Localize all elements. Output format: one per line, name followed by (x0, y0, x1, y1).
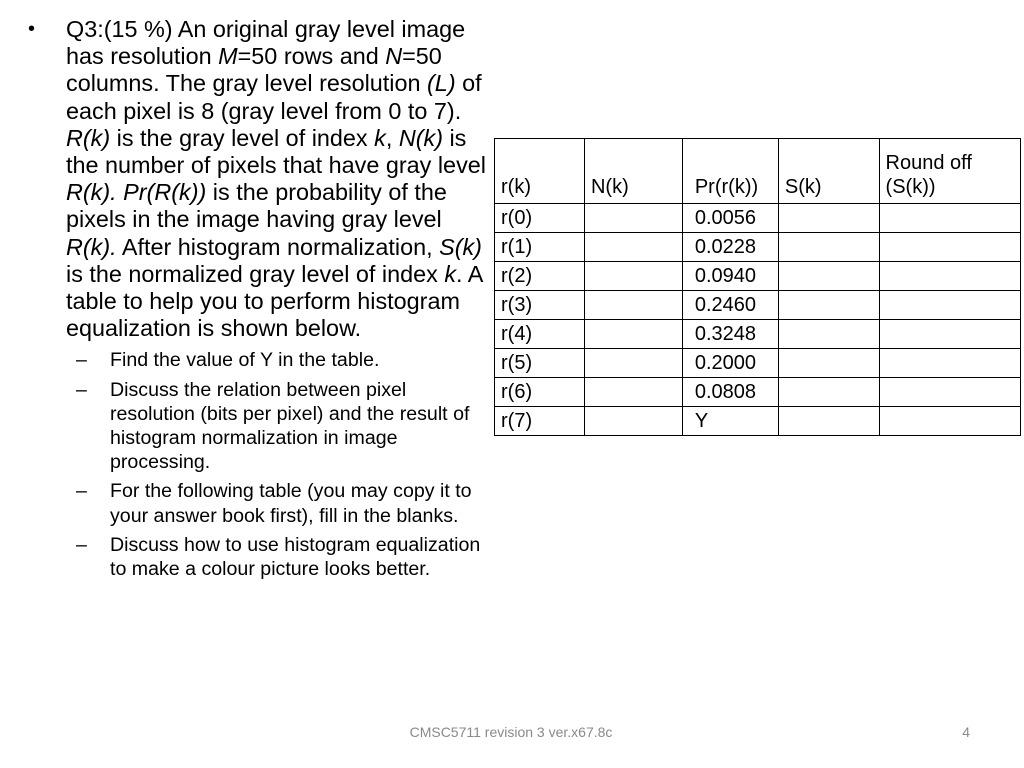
table-cell (778, 378, 879, 407)
italic-term: (L) (427, 70, 456, 97)
text-segment: After histogram normalization, (116, 233, 440, 260)
text-segment: is the probability of the pixels in the image having gray level (66, 179, 447, 233)
table-cell: 0.0228 (682, 233, 778, 262)
table-cell (584, 262, 682, 291)
table-cell (584, 233, 682, 262)
sub-question-text: Discuss the relation between pixel resolution (bits per pixel) and the result of histogram normalization in image processing. (110, 378, 470, 474)
italic-term: S(k) (439, 233, 482, 260)
table-cell: r(6) (495, 378, 585, 407)
table-cell: 0.0940 (682, 262, 778, 291)
table-row (495, 320, 1021, 349)
italic-term: N (385, 43, 403, 70)
sub-question-text: For the following table (you may copy it to your answer book first), fill in the blanks. (110, 480, 472, 527)
table-cell (778, 262, 879, 291)
italic-term: Pr(R(k)) (123, 179, 207, 206)
text-segment: is the gray level of index (110, 124, 375, 151)
italic-term: k (444, 260, 457, 287)
italic-term: R(k) (66, 124, 111, 151)
table-cell (584, 291, 682, 320)
table-cell: 0.0056 (682, 204, 778, 233)
sub-question-list (28, 348, 488, 581)
text-segment: is the number of pixels that have gray level (66, 124, 486, 179)
table-header-cell: Round off (S(k)) (879, 139, 1020, 204)
table-cell (584, 204, 682, 233)
table-row (495, 233, 1021, 262)
dash-bullet-icon: – (76, 349, 87, 372)
table-cell: 0.0808 (682, 378, 778, 407)
table-cell: 0.3248 (682, 320, 778, 349)
sub-question-text: Discuss how to use histogram equalization to make a colour picture looks better. (110, 533, 481, 581)
table-header-cell: S(k) (778, 139, 879, 204)
dash-bullet-icon: – (76, 533, 87, 556)
table-row (495, 378, 1021, 407)
histogram-table (494, 138, 1021, 436)
table-row (495, 349, 1021, 378)
question-text (28, 16, 488, 342)
table-cell (584, 378, 682, 407)
table-cell (778, 320, 879, 349)
italic-term: R(k). (66, 179, 117, 206)
italic-term: N(k) (398, 124, 443, 151)
table-cell (778, 349, 879, 378)
table-cell (879, 320, 1020, 349)
footer-text: CMSC5711 revision 3 ver.x67.8c (409, 724, 613, 740)
question-block (28, 16, 488, 586)
table-cell (778, 204, 879, 233)
table-row (495, 204, 1021, 233)
table-row (495, 291, 1021, 320)
bullet-icon: • (28, 18, 36, 40)
text-segment: . A table to help you to perform histogram equalization is shown below. (66, 260, 483, 342)
italic-term: M (218, 43, 238, 70)
text-segment: =50 columns. The gray level resolution (66, 43, 442, 97)
table-cell (778, 407, 879, 436)
sub-question-text: Find the value of Y in the table. (110, 349, 380, 372)
table-cell: r(5) (495, 349, 585, 378)
text-segment: Q3:(15 %) An original gray level image has resolution (66, 16, 466, 70)
table-cell: Y (682, 407, 778, 436)
sub-question-item (76, 479, 488, 527)
table-cell (879, 204, 1020, 233)
table-cell (879, 407, 1020, 436)
table-cell (584, 320, 682, 349)
text-segment: , (385, 124, 399, 151)
table-cell (879, 349, 1020, 378)
table-header-cell: r(k) (495, 139, 585, 204)
italic-term: R(k). (66, 233, 117, 260)
dash-bullet-icon: – (76, 378, 87, 401)
table-row (495, 407, 1021, 436)
text-segment: =50 rows and (237, 43, 386, 70)
table-cell (778, 233, 879, 262)
table-cell: 0.2460 (682, 291, 778, 320)
table-header-cell: Pr(r(k)) (682, 139, 778, 204)
sub-question-item (76, 533, 488, 581)
table-cell (879, 233, 1020, 262)
table-cell (584, 349, 682, 378)
page-number: 4 (962, 724, 970, 740)
italic-term: k (374, 124, 386, 151)
dash-bullet-icon: – (76, 480, 87, 503)
table-cell: r(3) (495, 291, 585, 320)
table-cell (778, 291, 879, 320)
sub-question-item (76, 378, 488, 475)
table-cell: r(7) (495, 407, 585, 436)
table-cell (879, 378, 1020, 407)
table-cell: 0.2000 (682, 349, 778, 378)
table-cell (584, 407, 682, 436)
table-cell (879, 262, 1020, 291)
table-cell: r(1) (495, 233, 585, 262)
text-segment: is the normalized gray level of index (66, 260, 445, 287)
table-cell: r(0) (495, 204, 585, 233)
sub-question-item (76, 348, 488, 372)
table-header-cell: N(k) (584, 139, 682, 204)
question-body (66, 16, 486, 341)
table-header-row (495, 139, 1021, 204)
table-row (495, 262, 1021, 291)
table-cell: r(4) (495, 320, 585, 349)
text-segment: of each pixel is 8 (gray level from 0 to 7). (66, 70, 482, 124)
table-cell (879, 291, 1020, 320)
table-cell: r(2) (495, 262, 585, 291)
